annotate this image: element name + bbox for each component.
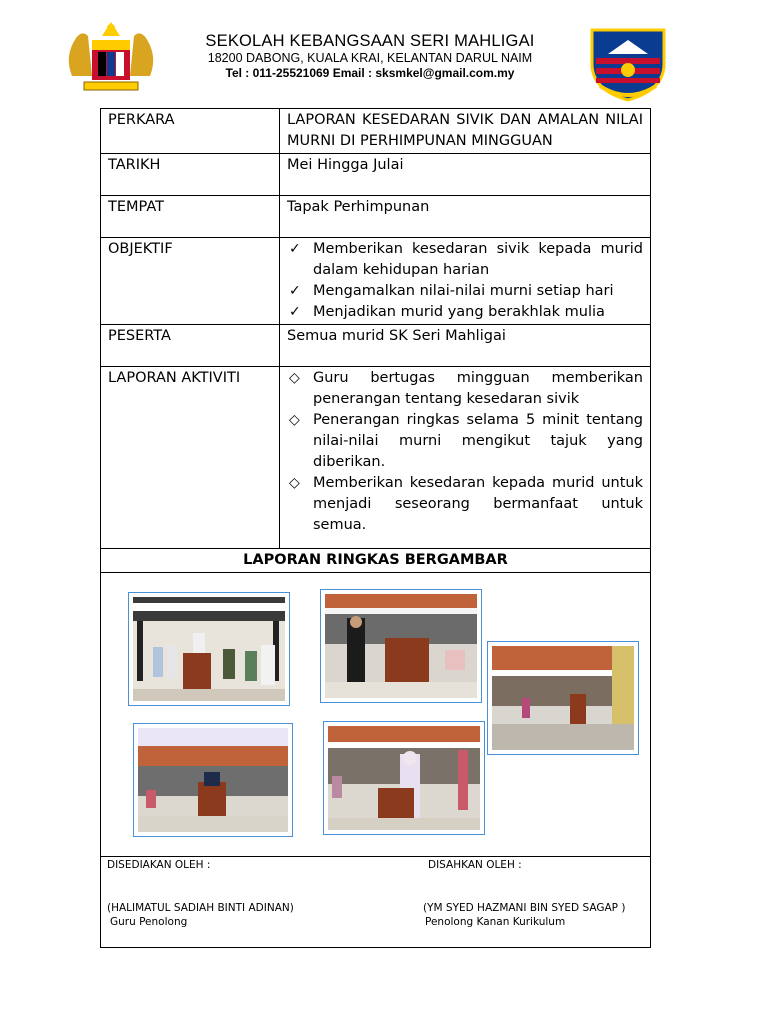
activity-photo [487,641,639,755]
school-name: SEKOLAH KEBANGSAAN SERI MAHLIGAI [205,32,535,50]
diamond-bullet-icon: ◇ [289,370,300,386]
laporan-value [280,367,651,549]
row-section-title [101,549,651,573]
perkara-label: PERKARA [101,109,280,154]
row-perkara [101,109,651,154]
peserta-value: Semua murid SK Seri Mahligai [280,325,651,367]
school-address: 18200 DABONG, KUALA KRAI, KELANTAN DARUL NAIM [207,51,533,65]
tarikh-value: Mei Hingga Julai [280,154,651,196]
row-photos [101,573,651,857]
section-title: LAPORAN RINGKAS BERGAMBAR [101,549,651,573]
approved-by-role: Penolong Kanan Kurikulum [425,916,566,928]
peserta-label: PESERTA [101,325,280,367]
row-objektif [101,238,651,325]
diamond-bullet-icon: ◇ [289,475,300,491]
approved-by-label: DISAHKAN OLEH : [428,859,522,871]
row-signatures [101,857,651,948]
photo-area [101,573,651,857]
row-laporan [101,367,651,549]
malaysia-coat-of-arms-icon [62,16,160,98]
list-item: ✓ Menjadikan murid yang berakhlak mulia [287,302,643,323]
tempat-value: Tapak Perhimpunan [280,196,651,238]
prepared-by-name: (HALIMATUL SADIAH BINTI ADINAN) [107,902,294,914]
approved-by-name: (YM SYED HAZMANI BIN SYED SAGAP ) [423,902,626,914]
row-peserta [101,325,651,367]
report-form [100,108,651,948]
signature-area [101,857,651,948]
diamond-bullet-icon: ◇ [289,412,300,428]
checkmark-icon: ✓ [289,304,301,320]
activity-photo [133,723,293,837]
list-item: ◇ Guru bertugas mingguan memberikan penerangan tentang kesedaran sivik [289,370,643,407]
row-tempat [101,196,651,238]
activity-photo [320,589,482,703]
objektif-value [280,238,651,325]
list-item: ✓ Memberikan kesedaran sivik kepada murid dalam kehidupan harian [289,241,643,278]
row-tarikh [101,154,651,196]
list-item: ◇ Memberikan kesedaran kepada murid untuk menjadi seseorang bermanfaat untuk semua. [289,475,643,533]
school-badge-icon [586,24,670,102]
list-item: ◇ Penerangan ringkas selama 5 minit tentang nilai-nilai murni mengikut tajuk yang diberikan. [289,412,643,470]
activity-photo [128,592,290,706]
checkmark-icon: ✓ [289,241,301,257]
tempat-label: TEMPAT [101,196,280,238]
activity-photo [323,721,485,835]
tarikh-label: TARIKH [101,154,280,196]
checkmark-icon: ✓ [289,283,301,299]
objektif-label: OBJEKTIF [101,238,280,325]
school-contact: Tel : 011-25521069 Email : sksmkel@gmail.com.my [225,66,515,80]
laporan-label: LAPORAN AKTIVITI [101,367,280,549]
list-item: ✓ Mengamalkan nilai-nilai murni setiap hari [287,281,643,302]
prepared-by-role: Guru Penolong [110,916,188,928]
prepared-by-label: DISEDIAKAN OLEH : [107,859,211,871]
letterhead [0,14,768,100]
perkara-value: LAPORAN KESEDARAN SIVIK DAN AMALAN NILAI MURNI DI PERHIMPUNAN MINGGUAN [280,109,651,154]
